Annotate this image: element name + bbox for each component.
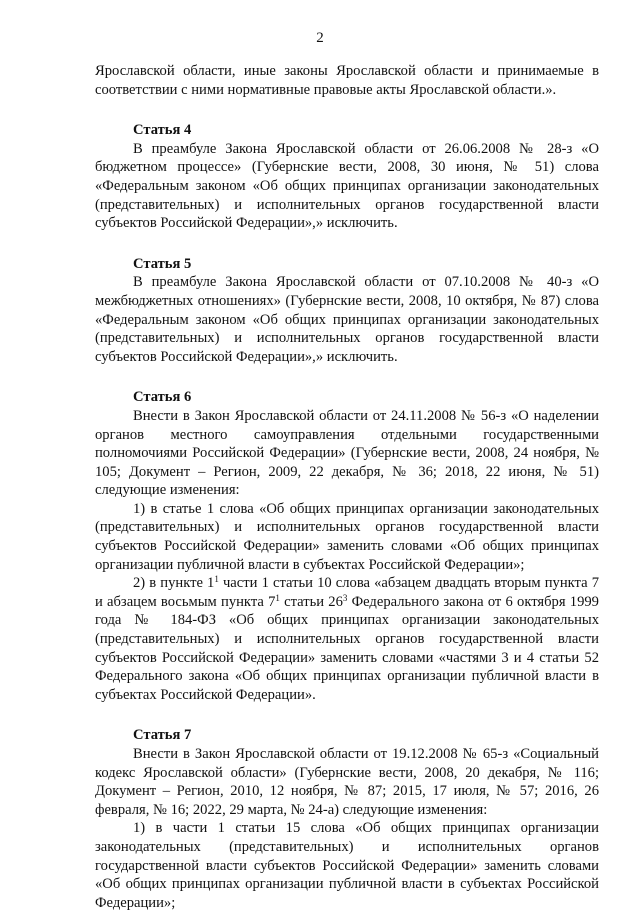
document-body [95,62,599,912]
article-heading: Статья 6 [133,389,192,406]
article-heading: Статья 5 [133,255,192,272]
paragraph: Ярославской области, иные законы Ярославской области и принимаемые в соответствии с ними нормативные правовые акты Ярославской области.». [95,63,599,98]
paragraph: Внести в Закон Ярославской области от 19.12.2008 № 65-з «Социальный кодекс Ярославской области» (Губернские вести, 2008, 20 декабря, № 116; Документ – Регион, 2010, 12 ноября, № 87; 2015, 17 июля, № 57; 2016, 26 февраля, № 16; 2022, 29 марта, № 24-а) следующие изменения: [95,746,599,818]
section-gap [95,233,599,255]
section-gap [95,704,599,726]
page-number: 2 [316,30,324,46]
paragraph: В преамбуле Закона Ярославской области от 07.10.2008 № 40-з «О межбюджетных отношениях» (Губернские вести, 2008, 10 октября, № 87) слова «Федеральным законом «Об общих принципах организации законодательных (представительных) и исполнительных органов государственной власти субъектов Российской Федерации»,» исключить. [95,274,599,365]
paragraph: В преамбуле Закона Ярославской области от 26.06.2008 № 28-з «О бюджетном процессе» (Губернские вести, 2008, 30 июня, № 51) слова «Федеральным законом «Об общих принципах организации законодательных (представительных) и исполнительных органов государственной власти субъектов Российской Федерации»,» исключить. [95,140,599,232]
paragraph: 1) в статье 1 слова «Об общих принципах организации законодательных (представительных) и исполнительных органов государственной власти субъектов Российской Федерации» заменить словами «Об общих принципах организации публичной власти в субъектах Российской Федерации»; [95,500,599,573]
paragraph: 1) в части 1 статьи 15 слова «Об общих принципах организации законодательных (представительных) и исполнительных органов государственной власти субъектов Российской Федерации» заменить словами «Об общих принципах организации публичной власти в субъектах Российской Федерации»; [95,820,599,911]
paragraph: 2) в пункте $1^1$ части 1 статьи 10 слова «абзацем двадцать вторым пункта 7 и абзацем восьмым пункта $7^1$ статьи $26^3$ Федерального закона от 6 октября 1999 года № 184-ФЗ «Об общих принципах организации законодательных (представительных) и исполнительных органов государственной власти субъектов Российской Федерации» заменить словами «частями 3 и 4 статьи 52 Федерального закона «Об общих принципах организации публичной власти в субъектах Российской Федерации». [95,574,599,703]
article-heading: Статья 7 [133,727,192,744]
section-gap [95,366,599,388]
article-heading: Статья 4 [133,122,192,139]
paragraph: Внести в Закон Ярославской области от 24.11.2008 № 56-з «О наделении органов местного самоуправления отдельными государственными полномочиями Российской Федерации» (Губернские вести, 2008, 24 ноября, № 105; Документ – Регион, 2009, 22 декабря, № 36; 2018, 22 июня, № 51) следующие изменения: [95,407,599,499]
section-gap [95,99,599,121]
